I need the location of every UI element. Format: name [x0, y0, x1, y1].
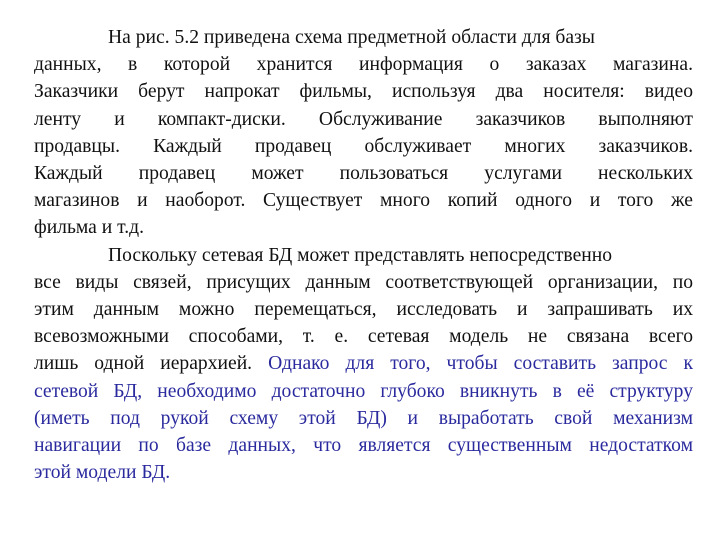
highlight-line-4: этой модели БД. [34, 462, 171, 484]
highlight-line-3: навигации по базе данных, что является существенным недостатком [34, 435, 693, 457]
document-page [34, 24, 693, 486]
paragraph-1-line-2: данных, в которой хранится информация о заказах магазина. [34, 54, 693, 76]
paragraph-1-line-5: продавцы. Каждый продавец обслуживает многих заказчиков. [34, 135, 693, 157]
paragraph-1-line-6: Каждый продавец может пользоваться услугами нескольких [34, 163, 693, 185]
paragraph-2-line-2: все виды связей, присущих данным соответствующей организации, по [34, 271, 693, 293]
paragraph-2-line-5-highlight: Однако для того, чтобы составить запрос к [268, 353, 693, 375]
paragraph-1-line-4: ленту и компакт-диски. Обслуживание заказчиков выполняют [34, 108, 693, 130]
paragraph-2-line-5 [34, 350, 693, 377]
paragraph-2-line-1: Поскольку сетевая БД может представлять непосредственно [108, 244, 613, 266]
paragraph-1-line-8: фильма и т.д. [34, 217, 144, 239]
paragraph-2 [34, 242, 693, 487]
paragraph-1-line-3: Заказчики берут напрокат фильмы, используя два носителя: видео [34, 81, 693, 103]
paragraph-1-line-1: На рис. 5.2 приведена схема предметной области для базы [108, 27, 595, 48]
paragraph-2-line-5-plain: лишь одной иерархией. [34, 353, 269, 375]
paragraph-2-line-3: этим данным можно перемещаться, исследовать и запрашивать их [34, 299, 693, 321]
paragraph-2-line-4: всевозможными способами, т. е. сетевая модель не связана всего [34, 326, 693, 348]
highlight-line-1: сетевой БД, необходимо достаточно глубоко вникнуть в её структуру [34, 380, 693, 402]
paragraph-1 [34, 24, 693, 242]
highlight-line-2: (иметь под рукой схему этой БД) и выработать свой механизм [34, 407, 693, 429]
paragraph-1-line-7: магазинов и наоборот. Существует много копий одного и того же [34, 190, 693, 212]
